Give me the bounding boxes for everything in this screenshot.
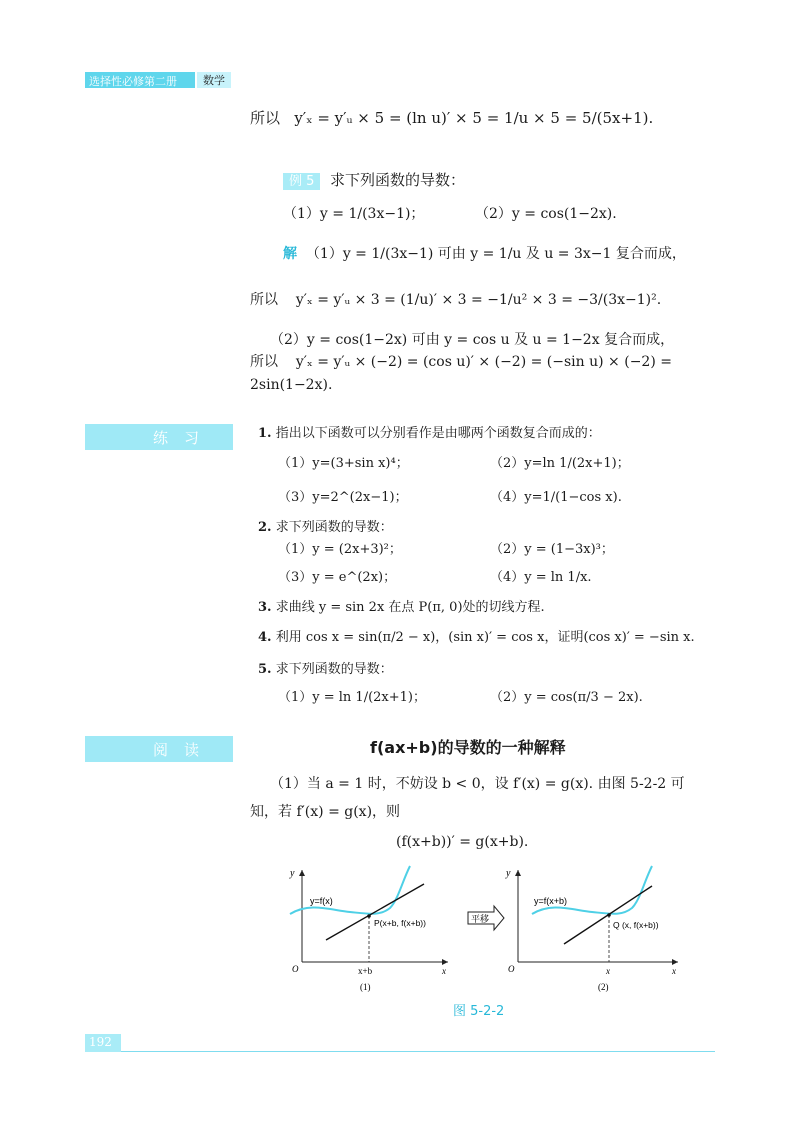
left-y-arrow xyxy=(299,870,305,876)
q2-a1: （1）y = (2x+3)²； xyxy=(278,542,402,557)
solution2-line1: （2）y = cos(1−2x) 可由 y = cos u 及 u = 1−2x 复合而成， xyxy=(270,332,675,348)
right-origin: O xyxy=(508,964,515,974)
example5-part1: （1）y = 1/(3x−1)； xyxy=(283,206,425,222)
q1-a3: （3）y=2^(2x−1)； xyxy=(278,490,408,505)
q4-number: 4. xyxy=(258,630,272,645)
top-line-prefix: 所以 xyxy=(250,109,281,127)
reading-formula: (f(x+b))′ = g(x+b). xyxy=(396,834,529,850)
q3-number: 3. xyxy=(258,600,272,615)
q2-a4: （4）y = ln 1/x. xyxy=(490,570,592,585)
q2-number: 2. xyxy=(258,520,272,535)
right-x-label: x xyxy=(672,966,676,976)
solution1-text2: y′ₓ = y′ᵤ × 3 = (1/u)′ × 3 = −1/u² × 3 = −3/(3x−1)². xyxy=(295,292,662,308)
right-curve xyxy=(532,866,652,914)
solution2-prefix: 所以 xyxy=(250,354,278,370)
shift-label: 平移 xyxy=(471,914,490,924)
example5-badge: 例 5 xyxy=(283,173,320,190)
example5-heading xyxy=(283,170,465,192)
reading-band xyxy=(85,736,233,762)
q2-a2: （2）y = (1−3x)³； xyxy=(490,542,614,557)
figure-caption: 图 5-2-2 xyxy=(453,1004,505,1019)
q5-text: 求下列函数的导数： xyxy=(275,662,393,677)
left-y-label: y xyxy=(290,868,295,879)
solution1-line1 xyxy=(283,244,686,264)
example5-prompt: 求下列函数的导数： xyxy=(329,171,465,189)
left-curve xyxy=(290,866,410,914)
solution2-line3: 2sin(1−2x). xyxy=(250,377,333,393)
q3-text: 求曲线 y = sin 2x 在点 P(π, 0)处的切线方程. xyxy=(275,600,545,615)
reading-para1: （1）当 a = 1 时，不妨设 b < 0，设 f′(x) = g(x). 由图 5-2-2 可 xyxy=(270,776,685,792)
left-curve-label: y=f(x) xyxy=(310,896,333,906)
q5-number: 5. xyxy=(258,662,272,677)
header-subject-box xyxy=(197,72,231,88)
practice-q4 xyxy=(258,628,695,648)
reading-label: 阅读 xyxy=(152,741,215,759)
left-origin: O xyxy=(292,964,299,974)
left-point xyxy=(367,914,371,918)
practice-label: 练习 xyxy=(152,429,215,447)
q1-a2: （2）y=ln 1/(2x+1)； xyxy=(490,456,630,471)
reading-title: f(ax+b)的导数的一种解释 xyxy=(370,738,566,757)
top-line xyxy=(250,108,653,128)
footer-rule xyxy=(121,1051,715,1052)
solution-label: 解 xyxy=(283,246,297,262)
solution1-text1: （1）y = 1/(3x−1) 可由 y = 1/u 及 u = 3x−1 复合而成， xyxy=(305,246,686,262)
top-line-math: y′ₓ = y′ᵤ × 5 = (ln u)′ × 5 = 1/u × 5 = 5/(5x+1). xyxy=(294,109,654,127)
left-point-label: P(x+b, f(x+b)) xyxy=(374,918,426,928)
q5-a1: （1）y = ln 1/(2x+1)； xyxy=(278,690,426,705)
solution1-prefix: 所以 xyxy=(250,292,278,308)
q1-a1: （1）y=(3+sin x)⁴； xyxy=(278,456,409,471)
figure-left-panel xyxy=(290,866,448,965)
right-sub: (2) xyxy=(598,982,609,992)
left-x-label: x xyxy=(442,966,446,976)
page-number: 192 xyxy=(89,1035,112,1049)
practice-q3 xyxy=(258,598,545,618)
right-point-label: Q (x, f(x+b)) xyxy=(613,920,659,930)
q1-number: 1. xyxy=(258,426,272,441)
right-curve-label: y=f(x+b) xyxy=(534,896,568,906)
example5-part2: （2）y = cos(1−2x). xyxy=(475,206,617,222)
practice-band xyxy=(85,424,233,450)
solution2-line2 xyxy=(250,352,672,372)
left-tangent xyxy=(326,884,424,940)
practice-q1 xyxy=(258,424,601,444)
left-x-tick: x+b xyxy=(358,966,373,976)
right-y-label: y xyxy=(506,868,511,879)
figure-5-2-2 xyxy=(280,862,700,998)
q1-text: 指出以下函数可以分别看作是由哪两个函数复合而成的： xyxy=(275,426,601,441)
right-y-arrow xyxy=(515,870,521,876)
page-number-box xyxy=(85,1034,121,1052)
header-band xyxy=(85,72,195,88)
right-point xyxy=(607,913,611,917)
left-x-arrow xyxy=(442,959,448,965)
solution1-line2 xyxy=(250,290,661,310)
q1-a4: （4）y=1/(1−cos x). xyxy=(490,490,622,505)
q2-text: 求下列函数的导数： xyxy=(275,520,393,535)
q2-a3: （3）y = e^(2x)； xyxy=(278,570,397,585)
reading-para2: 知，若 f′(x) = g(x)，则 xyxy=(250,804,401,820)
subject-label: 数学 xyxy=(203,74,225,87)
left-sub: (1) xyxy=(360,982,371,992)
book-label: 选择性必修第二册 xyxy=(89,75,177,88)
q5-a2: （2）y = cos(π/3 − 2x). xyxy=(490,690,643,705)
practice-q5 xyxy=(258,660,393,680)
q4-text: 利用 cos x = sin(π/2 − x)，(sin x)′ = cos x，证明(cos x)′ = −sin x. xyxy=(275,630,695,645)
right-x-arrow xyxy=(672,959,678,965)
right-x-tick: x xyxy=(606,966,610,976)
solution2-text2: y′ₓ = y′ᵤ × (−2) = (cos u)′ × (−2) = (−sin u) × (−2) = xyxy=(295,354,672,370)
practice-q2 xyxy=(258,518,393,538)
figure-right-panel xyxy=(515,866,678,965)
